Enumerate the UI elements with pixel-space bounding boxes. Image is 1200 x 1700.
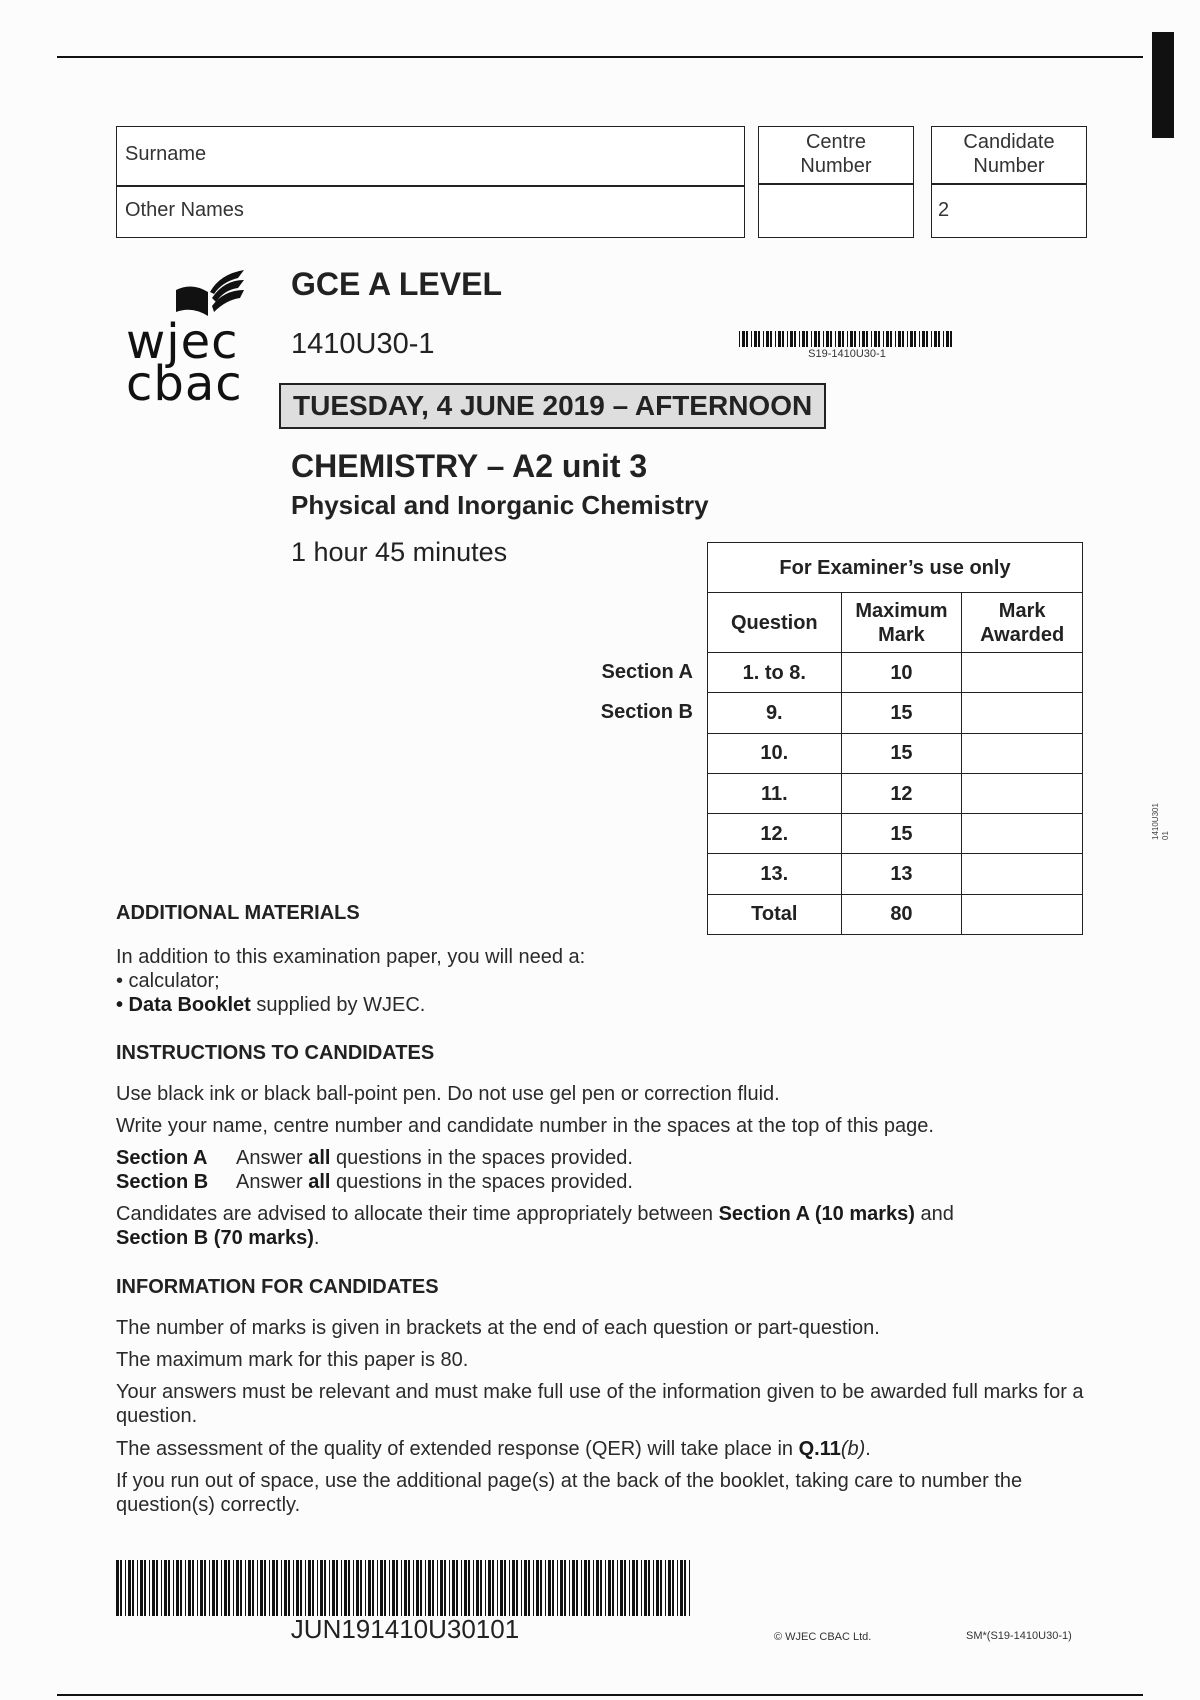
barcode-bar — [620, 1560, 623, 1616]
barcode-bar — [389, 1560, 390, 1616]
barcode-bar — [835, 331, 836, 347]
info-extra-pages: If you run out of space, use the additional page(s) at the back of the booklet, taking care to number the question(s) correctly. — [116, 1470, 1023, 1516]
barcode-bar — [140, 1560, 143, 1616]
barcode-bar — [689, 1560, 690, 1616]
barcode-bar — [149, 1560, 150, 1616]
barcode-bar — [653, 1560, 654, 1616]
barcode-bar — [432, 1560, 434, 1616]
info-marks: The number of marks is given in brackets at the end of each question or part-question. — [116, 1317, 880, 1339]
barcode-bar — [624, 1560, 626, 1616]
barcode-bar — [814, 331, 817, 347]
barcode-bar — [329, 1560, 330, 1616]
barcode-bar — [926, 331, 928, 347]
barcode-bar — [468, 1560, 470, 1616]
barcode-bar — [593, 1560, 594, 1616]
barcode-bar — [775, 331, 776, 347]
candidate-number-label: Candidate Number — [963, 131, 1055, 177]
barcode-bar — [221, 1560, 222, 1616]
barcode-bar — [276, 1560, 278, 1616]
barcode-bar — [156, 1560, 158, 1616]
open-book-icon — [174, 268, 246, 318]
barcode-bar — [648, 1560, 650, 1616]
barcode-bar — [464, 1560, 467, 1616]
barcode-bar — [790, 331, 793, 347]
wjec-logo — [122, 268, 262, 412]
instructions-heading: INSTRUCTIONS TO CANDIDATES — [116, 1042, 435, 1064]
barcode-bar — [360, 1560, 362, 1616]
barcode-bar — [668, 1560, 671, 1616]
barcode-bar — [317, 1560, 318, 1616]
bottom-rule — [57, 1694, 1143, 1696]
barcode-bar — [672, 1560, 674, 1616]
barcode-bar — [890, 331, 892, 347]
instruction-name: Write your name, centre number and candidate number in the spaces at the top of this page. — [116, 1115, 934, 1137]
barcode-bar — [560, 1560, 563, 1616]
barcode-bar — [859, 331, 860, 347]
barcode-bar — [197, 1560, 198, 1616]
barcode-bar — [332, 1560, 335, 1616]
barcode-bar — [902, 331, 904, 347]
barcode-bar — [233, 1560, 234, 1616]
barcode-bar — [272, 1560, 275, 1616]
barcode-bar — [324, 1560, 326, 1616]
barcode-bar — [521, 1560, 522, 1616]
barcode-bar — [416, 1560, 419, 1616]
question-cell: 11. — [708, 773, 842, 813]
barcode-bar — [564, 1560, 566, 1616]
barcode-bar — [838, 331, 841, 347]
barcode-bar — [257, 1560, 258, 1616]
question-cell: 9. — [708, 693, 842, 733]
question-cell: 1. to 8. — [708, 653, 842, 693]
barcode-bar — [605, 1560, 606, 1616]
barcode-bar — [600, 1560, 602, 1616]
barcode-bar — [344, 1560, 347, 1616]
barcode-bar — [802, 331, 805, 347]
barcode-bar — [665, 1560, 666, 1616]
barcode-bar — [200, 1560, 203, 1616]
mark-awarded-cell — [962, 653, 1083, 693]
other-names-label: Other Names — [125, 199, 244, 221]
page-edge-mark — [1152, 32, 1174, 138]
barcode-bar — [778, 331, 781, 347]
barcode-bar — [449, 1560, 450, 1616]
barcode-bar — [509, 1560, 510, 1616]
barcode-bar — [296, 1560, 299, 1616]
barcode-bar — [300, 1560, 302, 1616]
max-mark-cell: 13 — [841, 854, 962, 894]
max-mark-cell: 15 — [841, 733, 962, 773]
mark-awarded-cell — [962, 733, 1083, 773]
svg-text:01: 01 — [1161, 831, 1170, 840]
barcode-bar — [677, 1560, 678, 1616]
barcode-bar — [425, 1560, 426, 1616]
barcode-bar — [644, 1560, 647, 1616]
barcode-bar — [557, 1560, 558, 1616]
barcode-bar — [356, 1560, 359, 1616]
barcode-bar — [485, 1560, 486, 1616]
barcode-bar — [212, 1560, 215, 1616]
column-header-question: Question — [708, 593, 842, 653]
barcode-bar — [492, 1560, 494, 1616]
barcode-bar — [312, 1560, 314, 1616]
barcode-bar — [617, 1560, 618, 1616]
barcode-bar — [545, 1560, 546, 1616]
barcode-bar — [847, 331, 848, 347]
barcode-bar — [168, 1560, 170, 1616]
qualification-title: GCE A LEVEL — [291, 266, 502, 302]
subject-title: CHEMISTRY – A2 unit 3 — [291, 448, 648, 484]
section-a-label: Section A — [601, 661, 693, 683]
side-margin-code — [1148, 782, 1178, 842]
additional-materials-list: In addition to this examination paper, you will need a: • calculator; • Data Booklet supplied by WJEC. — [116, 946, 586, 1016]
barcode-bar — [144, 1560, 146, 1616]
exam-duration: 1 hour 45 minutes — [291, 537, 508, 567]
table-row-total — [708, 894, 1083, 934]
barcode-bar — [629, 1560, 630, 1616]
barcode-bar — [228, 1560, 230, 1616]
additional-materials-heading: ADDITIONAL MATERIALS — [116, 902, 360, 924]
mark-awarded-cell — [962, 854, 1083, 894]
barcode-bar — [476, 1560, 479, 1616]
barcode-bar — [782, 331, 784, 347]
barcode-bar — [164, 1560, 167, 1616]
barcode-bar — [548, 1560, 551, 1616]
barcode-bar — [770, 331, 772, 347]
barcode-bar — [584, 1560, 587, 1616]
barcode-bar — [456, 1560, 458, 1616]
copyright-notice: © WJEC CBAC Ltd. — [774, 1631, 872, 1643]
question-cell: 10. — [708, 733, 842, 773]
instruction-sections: Section A Answer all questions in the spaces provided. Section B Answer all questions in the spaces provided. — [116, 1147, 633, 1193]
barcode-bar — [365, 1560, 366, 1616]
subject-subtitle: Physical and Inorganic Chemistry — [291, 490, 709, 520]
barcode-bar — [420, 1560, 422, 1616]
info-max-mark: The maximum mark for this paper is 80. — [116, 1349, 469, 1371]
barcode-bar — [946, 331, 949, 347]
barcode-bar — [862, 331, 865, 347]
barcode-bar — [516, 1560, 518, 1616]
reference-code: SM*(S19-1410U30-1) — [966, 1630, 1072, 1642]
barcode-bar — [204, 1560, 206, 1616]
barcode-bar — [684, 1560, 686, 1616]
candidate-number-value: 2 — [938, 199, 950, 221]
svg-text:1410U301: 1410U301 — [1151, 803, 1160, 840]
barcode-bar — [404, 1560, 407, 1616]
barcode-bar — [950, 331, 952, 347]
barcode-bar — [161, 1560, 162, 1616]
barcode-bar — [883, 331, 884, 347]
barcode-bar — [320, 1560, 323, 1616]
barcode-bar — [612, 1560, 614, 1616]
barcode-bar — [216, 1560, 218, 1616]
barcode-bar — [528, 1560, 530, 1616]
examiner-table-title: For Examiner’s use only — [708, 543, 1083, 593]
barcode-bar — [377, 1560, 378, 1616]
barcode-bar — [336, 1560, 338, 1616]
barcode-bar — [284, 1560, 287, 1616]
barcode-bar — [874, 331, 877, 347]
barcode-bar — [742, 331, 745, 347]
paper-code: 1410U30-1 — [291, 328, 435, 360]
barcode-bar — [401, 1560, 402, 1616]
barcode-bar — [739, 331, 740, 347]
barcode-bar — [480, 1560, 482, 1616]
barcode-bar — [185, 1560, 186, 1616]
barcode-bar — [766, 331, 769, 347]
barcode-bar — [636, 1560, 638, 1616]
barcode-bar — [188, 1560, 191, 1616]
table-row — [708, 693, 1083, 733]
barcode-bar — [608, 1560, 611, 1616]
barcode-bar — [488, 1560, 491, 1616]
barcode-bar — [152, 1560, 155, 1616]
barcode-bar — [842, 331, 844, 347]
mark-awarded-cell — [962, 693, 1083, 733]
section-b-label: Section B — [600, 701, 693, 723]
barcode-bar — [308, 1560, 311, 1616]
barcode-bar — [588, 1560, 590, 1616]
barcode-bar — [794, 331, 796, 347]
surname-label: Surname — [125, 143, 207, 165]
barcode-bar — [823, 331, 824, 347]
barcode-bar — [428, 1560, 431, 1616]
barcode-bar — [269, 1560, 270, 1616]
max-mark-cell: 10 — [841, 653, 962, 693]
barcode-bar — [512, 1560, 515, 1616]
barcode-bar — [116, 1560, 119, 1616]
barcode-bar — [641, 1560, 642, 1616]
top-rule — [57, 56, 1143, 58]
barcode-bar — [372, 1560, 374, 1616]
barcode-bar — [353, 1560, 354, 1616]
barcode-bar — [818, 331, 820, 347]
mark-awarded-cell — [962, 773, 1083, 813]
examiner-mark-table — [707, 542, 1083, 935]
information-heading: INFORMATION FOR CANDIDATES — [116, 1276, 439, 1298]
barcode-bar — [252, 1560, 254, 1616]
barcode-bar — [120, 1560, 122, 1616]
barcode-bar — [943, 331, 944, 347]
barcode-bar — [293, 1560, 294, 1616]
barcode-bar — [886, 331, 889, 347]
barcode-bar — [348, 1560, 350, 1616]
barcode-bar — [176, 1560, 179, 1616]
total-label-cell: Total — [708, 894, 842, 934]
barcode-bar — [878, 331, 880, 347]
barcode-bar — [408, 1560, 410, 1616]
barcode-bar — [581, 1560, 582, 1616]
total-max-cell: 80 — [841, 894, 962, 934]
barcode-bar — [209, 1560, 210, 1616]
barcode-bar — [281, 1560, 282, 1616]
barcode-bar — [536, 1560, 539, 1616]
barcode-bar — [895, 331, 896, 347]
barcode-bar — [264, 1560, 266, 1616]
barcode-bar — [173, 1560, 174, 1616]
instruction-time-advice: Candidates are advised to allocate their time appropriately between Section A (10 marks) and Section B (70 marks). — [116, 1203, 954, 1249]
barcode-bar — [413, 1560, 414, 1616]
table-row — [708, 653, 1083, 693]
barcode-bar — [898, 331, 901, 347]
barcode-bar — [473, 1560, 474, 1616]
table-row — [708, 814, 1083, 854]
barcode-bar — [826, 331, 829, 347]
logo-text-cbac: cbac — [126, 356, 243, 412]
barcode-bar — [552, 1560, 554, 1616]
barcode-bar — [128, 1560, 131, 1616]
barcode-bar — [260, 1560, 263, 1616]
candidate-number-box — [931, 126, 1087, 238]
barcode-bar — [799, 331, 800, 347]
barcode-bar — [305, 1560, 306, 1616]
barcode-bar — [461, 1560, 462, 1616]
barcode-bar — [907, 331, 908, 347]
barcode-bar — [754, 331, 757, 347]
barcode-bar — [384, 1560, 386, 1616]
barcode-bar — [132, 1560, 134, 1616]
barcode-bar — [660, 1560, 662, 1616]
info-relevance: Your answers must be relevant and must make full use of the information given to be awarded full marks for a question. — [116, 1381, 1084, 1427]
barcode-bar — [500, 1560, 503, 1616]
barcode-bar — [871, 331, 872, 347]
centre-number-label: Centre Number — [800, 131, 872, 177]
name-box — [116, 126, 745, 238]
max-mark-cell: 15 — [841, 814, 962, 854]
barcode-bar — [632, 1560, 635, 1616]
exam-date-banner: TUESDAY, 4 JUNE 2019 – AFTERNOON — [279, 383, 826, 429]
small-barcode-text: S19-1410U30-1 — [808, 348, 886, 360]
barcode-bar — [596, 1560, 599, 1616]
logo-text-wjec: wjec — [126, 314, 239, 370]
info-qer: The assessment of the quality of extended response (QER) will take place in Q.11(b). — [116, 1438, 871, 1460]
small-barcode — [739, 331, 955, 347]
barcode-bar — [524, 1560, 527, 1616]
instruction-ink: Use black ink or black ball-point pen. Do not use gel pen or correction fluid. — [116, 1083, 780, 1105]
max-mark-cell: 15 — [841, 693, 962, 733]
barcode-bar — [938, 331, 940, 347]
barcode-bar — [922, 331, 925, 347]
barcode-bar — [934, 331, 937, 347]
main-barcode — [116, 1560, 694, 1616]
main-barcode-text: JUN191410U30101 — [290, 1614, 520, 1644]
barcode-bar — [437, 1560, 438, 1616]
barcode-bar — [245, 1560, 246, 1616]
barcode-bar — [850, 331, 853, 347]
barcode-bar — [656, 1560, 659, 1616]
barcode-bar — [763, 331, 764, 347]
table-row — [708, 854, 1083, 894]
column-header-maximum-mark: Maximum Mark — [841, 593, 962, 653]
barcode-bar — [854, 331, 856, 347]
barcode-bar — [240, 1560, 242, 1616]
barcode-bar — [180, 1560, 182, 1616]
question-cell: 13. — [708, 854, 842, 894]
barcode-bar — [751, 331, 752, 347]
total-awarded-cell — [962, 894, 1083, 934]
table-row — [708, 733, 1083, 773]
barcode-bar — [830, 331, 832, 347]
barcode-bar — [811, 331, 812, 347]
barcode-bar — [540, 1560, 542, 1616]
max-mark-cell: 12 — [841, 773, 962, 813]
barcode-bar — [192, 1560, 194, 1616]
barcode-bar — [910, 331, 913, 347]
barcode-bar — [137, 1560, 138, 1616]
barcode-bar — [392, 1560, 395, 1616]
barcode-bar — [224, 1560, 227, 1616]
barcode-bar — [504, 1560, 506, 1616]
barcode-bar — [806, 331, 808, 347]
barcode-bar — [576, 1560, 578, 1616]
barcode-bar — [787, 331, 788, 347]
barcode-bar — [919, 331, 920, 347]
barcode-bar — [380, 1560, 383, 1616]
barcode-bar — [497, 1560, 498, 1616]
barcode-bar — [288, 1560, 290, 1616]
barcode-bar — [248, 1560, 251, 1616]
barcode-bar — [452, 1560, 455, 1616]
barcode-bar — [866, 331, 868, 347]
barcode-bar — [396, 1560, 398, 1616]
centre-number-box — [758, 126, 914, 238]
barcode-bar — [931, 331, 932, 347]
barcode-bar — [368, 1560, 371, 1616]
barcode-bar — [533, 1560, 534, 1616]
barcode-bar — [572, 1560, 575, 1616]
barcode-bar — [125, 1560, 126, 1616]
table-row — [708, 773, 1083, 813]
barcode-bar — [440, 1560, 443, 1616]
barcode-bar — [680, 1560, 683, 1616]
barcode-bar — [746, 331, 748, 347]
column-header-mark-awarded: Mark Awarded — [962, 593, 1083, 653]
barcode-bar — [914, 331, 916, 347]
barcode-bar — [758, 331, 760, 347]
mark-awarded-cell — [962, 814, 1083, 854]
barcode-bar — [236, 1560, 239, 1616]
question-cell: 12. — [708, 814, 842, 854]
barcode-bar — [341, 1560, 342, 1616]
barcode-bar — [444, 1560, 446, 1616]
barcode-bar — [569, 1560, 570, 1616]
